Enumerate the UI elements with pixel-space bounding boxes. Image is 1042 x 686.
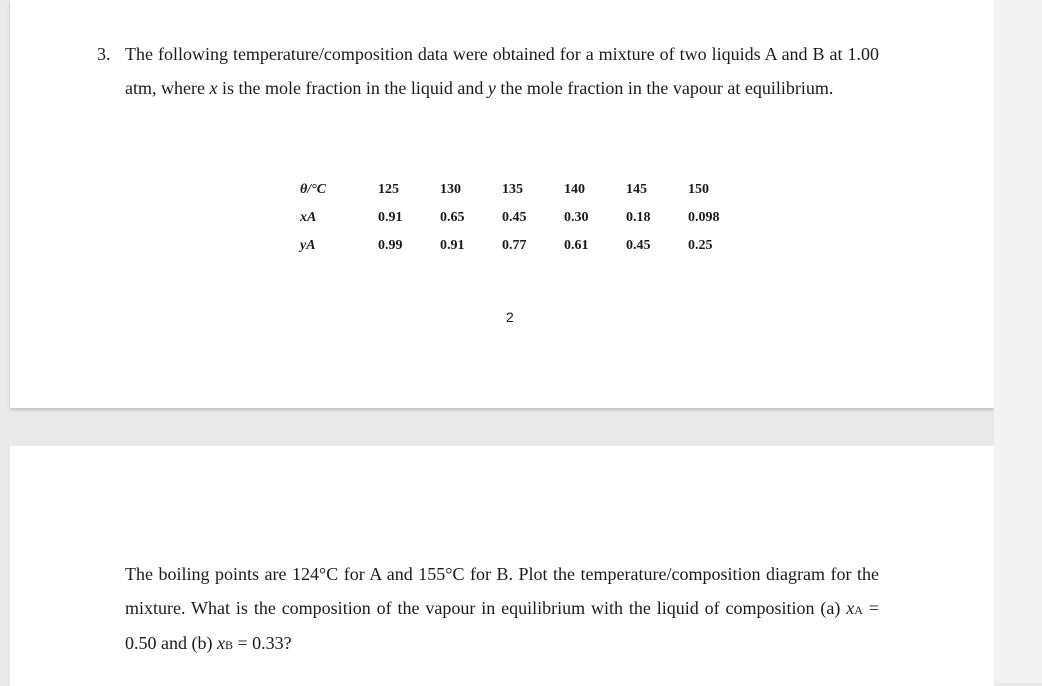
- table-row: [298, 204, 750, 232]
- row-label: xA: [300, 210, 317, 225]
- y-symbol: y: [487, 77, 496, 98]
- table-cell: 135: [502, 182, 523, 197]
- data-table: [298, 176, 750, 260]
- right-margin: [994, 0, 1042, 683]
- question-continuation-text: [125, 558, 879, 663]
- page-number: 2: [506, 309, 514, 325]
- table-cell: 0.61: [564, 238, 589, 253]
- question-text: [125, 38, 879, 105]
- table-cell: 0.30: [564, 210, 589, 225]
- continuation-text-part3: = 0.33?: [233, 633, 292, 653]
- row-label: θ/°C: [300, 182, 327, 197]
- question-number: 3.: [97, 44, 111, 64]
- table-cell: 0.45: [626, 238, 651, 253]
- table-cell: 0.91: [378, 210, 403, 225]
- table-cell: 0.098: [688, 210, 720, 225]
- table-cell: 0.77: [502, 238, 527, 253]
- table-cell: 0.18: [626, 210, 651, 225]
- table-cell: 0.25: [688, 238, 713, 253]
- row-label: yA: [300, 238, 316, 253]
- table-cell: 0.99: [378, 238, 403, 253]
- table-cell: 0.45: [502, 210, 527, 225]
- table-cell: 150: [688, 182, 709, 197]
- x-symbol: x: [209, 77, 218, 98]
- document-page-2: [10, 446, 994, 686]
- xb-subscript: B: [224, 638, 233, 652]
- xb-symbol: x: [216, 633, 225, 653]
- table-cell: 0.65: [440, 210, 465, 225]
- table-cell: 0.91: [440, 238, 465, 253]
- table-cell: 130: [440, 182, 461, 197]
- table-row: [298, 176, 750, 204]
- question-text-part3: the mole fraction in the vapour at equilibrium.: [495, 77, 834, 98]
- xa-subscript: A: [854, 602, 863, 617]
- table-row: [298, 232, 750, 260]
- continuation-text-part2: = 0.50 and (b): [125, 597, 879, 653]
- continuation-text-part1: The boiling points are 124°C for A and 155°C for B. Plot the temperature/composition diagram for the mixture. What is the composition of the vapour in equilibrium with the liquid of composition (a): [125, 564, 879, 618]
- document-page-1: [10, 0, 994, 408]
- table-cell: 145: [626, 182, 647, 197]
- question-text-part1: The following temperature/composition data were obtained for a mixture of two liquids A and B at 1.00 atm, where: [125, 44, 879, 98]
- table-cell: 125: [378, 182, 399, 197]
- xa-symbol: x: [846, 597, 855, 618]
- question-text-part2: is the mole fraction in the liquid and: [217, 77, 488, 98]
- table-cell: 140: [564, 182, 585, 197]
